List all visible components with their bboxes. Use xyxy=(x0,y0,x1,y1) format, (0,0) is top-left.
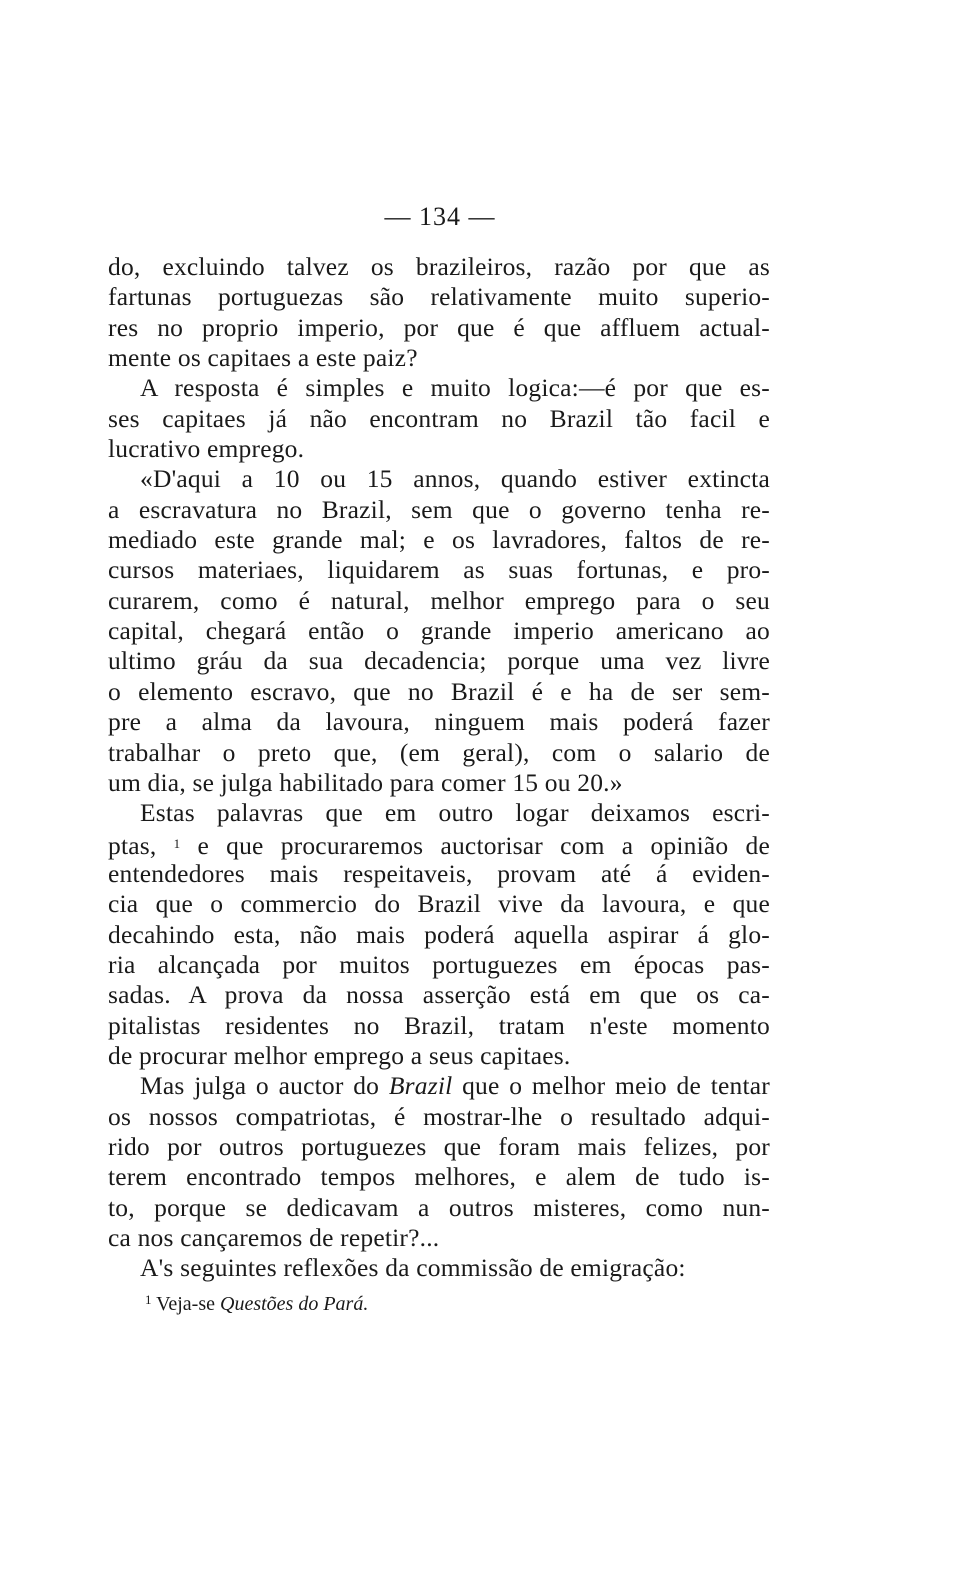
line-rest: e que procuraremos auctorisar com a opinião de xyxy=(197,830,770,860)
text-line: capital, chegará então o grande imperio americano ao xyxy=(108,616,770,646)
text-line: ca nos cançaremos de repetir?... xyxy=(108,1223,440,1252)
text-line: entendedores mais respeitaveis, provam até á eviden- xyxy=(108,858,770,888)
paragraph-start-line: A's seguintes reflexões da commissão de emigração: xyxy=(140,1253,686,1283)
text-line: lucrativo emprego. xyxy=(108,434,305,464)
paragraph-start-line: A resposta é simples e muito logica:—é por que es- xyxy=(140,373,770,403)
footnote-text: Veja-se xyxy=(156,1293,215,1315)
footnote-mark: 1 xyxy=(145,1292,152,1307)
text-line: pre a alma da lavoura, ninguem mais poderá fazer xyxy=(108,707,770,737)
text-line: to, porque se dedicavam a outros misteres, como nun- xyxy=(108,1192,770,1222)
text-line-with-footnote-ref xyxy=(108,829,770,859)
paragraph-start-line: Estas palavras que em outro logar deixamos escri- xyxy=(140,798,770,828)
text-line: os nossos compatriotas, é mostrar-lhe o resultado adqui- xyxy=(108,1101,770,1131)
footnote xyxy=(145,1292,368,1316)
text-line: pitalistas residentes no Brazil, tratam n'este momento xyxy=(108,1010,770,1040)
page-number: — 134 — xyxy=(384,202,496,231)
text-line: fartunas portuguezas são relativamente muito superio- xyxy=(108,282,770,312)
text-line: res no proprio imperio, por que é que affluem actual- xyxy=(108,312,770,342)
text-line: terem encontrado tempos melhores, e alem de tudo is- xyxy=(108,1162,770,1192)
text-line: o elemento escravo, que no Brazil é e ha de ser sem- xyxy=(108,676,770,706)
text-line: ses capitaes já não encontram no Brazil tão facil e xyxy=(108,403,770,433)
text-line: mente os capitaes a este paiz? xyxy=(108,343,418,373)
text-line: ultimo gráu da sua decadencia; porque uma vez livre xyxy=(108,646,770,676)
text-line: do, excluindo talvez os brazileiros, razão por que as xyxy=(108,252,770,281)
paragraph-start-line xyxy=(108,1071,770,1101)
line-prefix: ptas, xyxy=(108,830,157,860)
text-line: a escravatura no Brazil, sem que o governo tenha re- xyxy=(108,494,770,524)
text-line: rido por outros portuguezes que foram mais felizes, por xyxy=(108,1131,770,1161)
text-line: um dia, se julga habilitado para comer 15 ou 20.» xyxy=(108,767,623,797)
text-line: cursos materiaes, liquidarem as suas fortunas, e pro- xyxy=(108,555,770,585)
text-line: ria alcançada por muitos portuguezes em épocas pas- xyxy=(108,949,770,979)
footnote-reference[interactable]: 1 xyxy=(173,835,181,851)
text-line: curarem, como é natural, melhor emprego para o seu xyxy=(108,585,770,615)
text-line: de procurar melhor emprego a seus capitaes. xyxy=(108,1040,571,1070)
body-text xyxy=(108,252,770,1284)
text-line: cia que o commercio do Brazil vive da lavoura, e que xyxy=(108,889,770,919)
line-prefix: Mas julga o auctor do xyxy=(140,1071,380,1101)
book-title: Brazil xyxy=(388,1071,453,1101)
paragraph-start-line: «D'aqui a 10 ou 15 annos, quando estiver extincta xyxy=(140,464,770,494)
text-line: sadas. A prova da nossa asserção está em que os ca- xyxy=(108,980,770,1010)
text-line: trabalhar o preto que, (em geral), com o salario de xyxy=(108,737,770,767)
text-line: mediado este grande mal; e os lavradores, faltos de re- xyxy=(108,525,770,555)
text-line: decahindo esta, não mais poderá aquella aspirar á glo- xyxy=(108,919,770,949)
footnote-title: Questões do Pará. xyxy=(220,1293,369,1315)
line-rest: que o melhor meio de tentar xyxy=(462,1071,770,1101)
